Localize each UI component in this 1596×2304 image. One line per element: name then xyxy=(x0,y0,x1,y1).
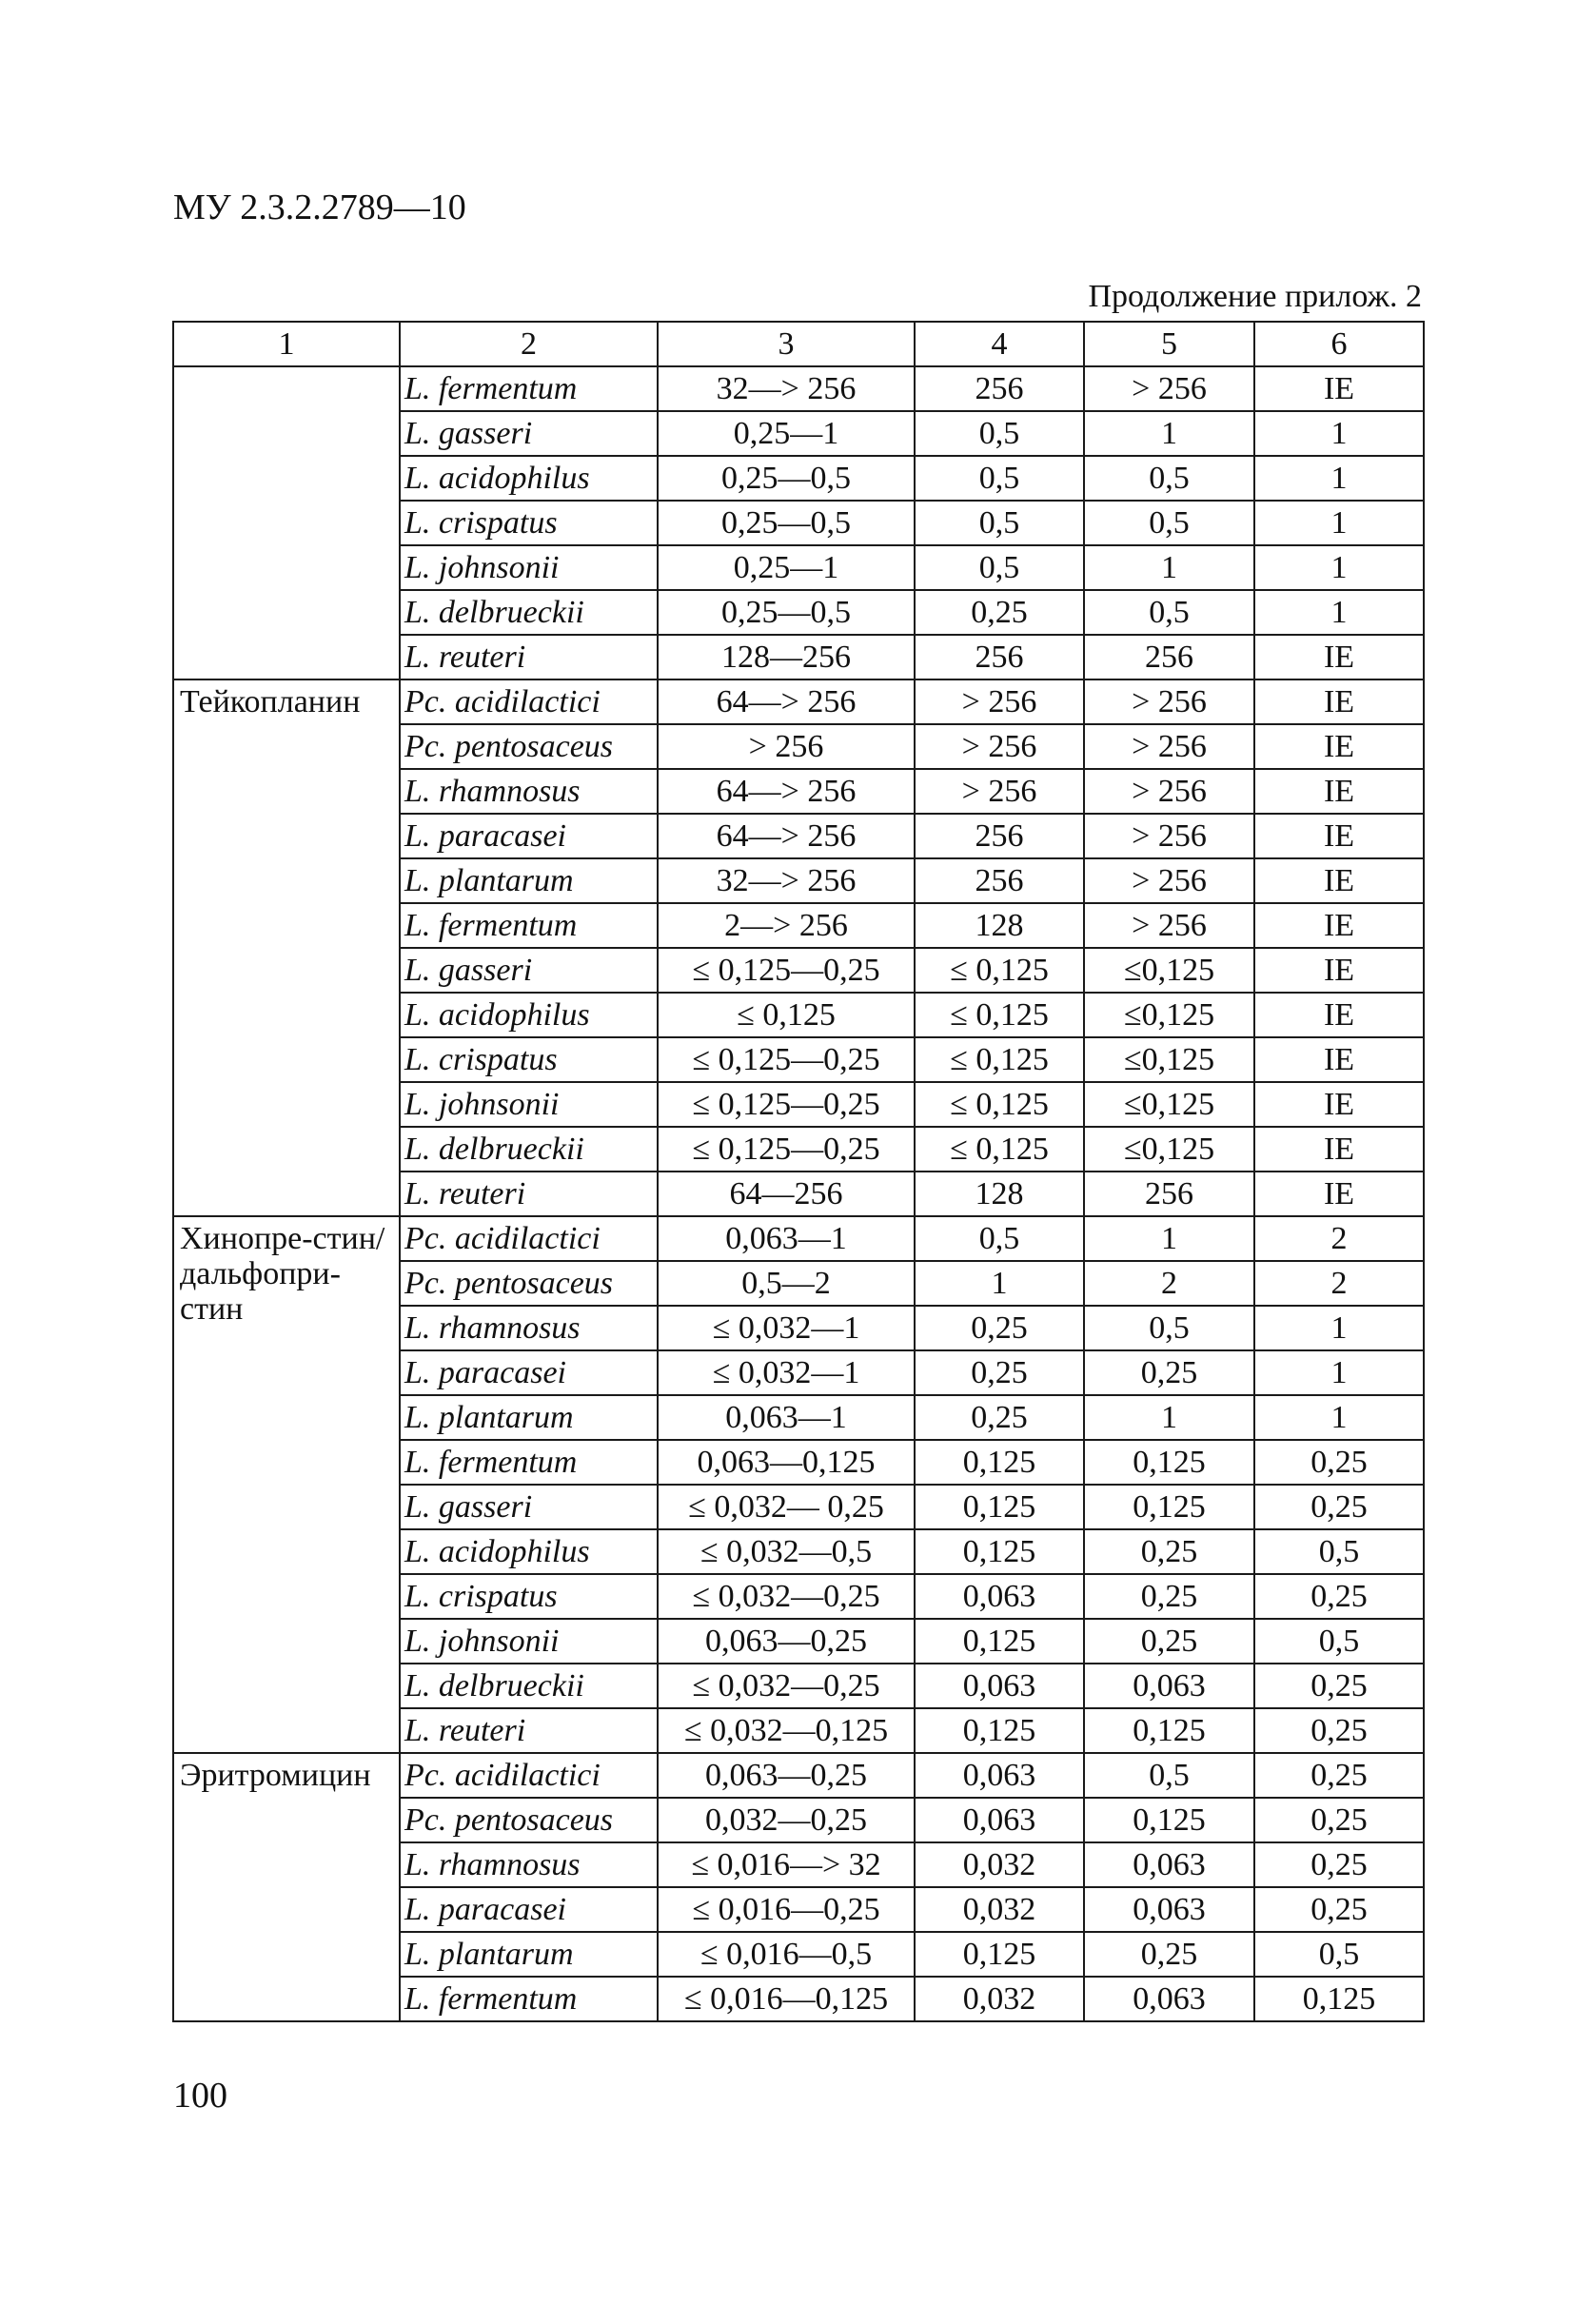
mic90-cell: > 256 xyxy=(1084,769,1254,814)
mic90-cell: 0,125 xyxy=(1084,1440,1254,1485)
organism-cell: L. fermentum xyxy=(400,366,658,411)
mic-range-cell: 0,063—0,25 xyxy=(658,1619,915,1664)
mic-range-cell: ≤ 0,032—1 xyxy=(658,1350,915,1395)
mic90-cell: > 256 xyxy=(1084,366,1254,411)
mic-range-cell: ≤ 0,125—0,25 xyxy=(658,948,915,993)
mic50-cell: > 256 xyxy=(915,679,1084,724)
page-number: 100 xyxy=(173,2076,227,2116)
mic-range-cell: ≤ 0,016—> 32 xyxy=(658,1842,915,1887)
mic90-cell: 0,063 xyxy=(1084,1887,1254,1932)
mic50-cell: 0,25 xyxy=(915,590,1084,635)
mic90-cell: ≤0,125 xyxy=(1084,1127,1254,1172)
antibiotic-cell xyxy=(173,366,400,679)
breakpoint-cell: 0,25 xyxy=(1254,1574,1424,1619)
antibiotic-cell: Тейкопланин xyxy=(173,679,400,1216)
organism-cell: L. reuteri xyxy=(400,1708,658,1753)
organism-cell: L. plantarum xyxy=(400,1395,658,1440)
organism-cell: L. gasseri xyxy=(400,1485,658,1529)
mic50-cell: > 256 xyxy=(915,769,1084,814)
mic50-cell: 0,5 xyxy=(915,411,1084,456)
organism-cell: Pc. acidilactici xyxy=(400,1216,658,1261)
mic90-cell: 256 xyxy=(1084,635,1254,679)
organism-cell: L. paracasei xyxy=(400,1887,658,1932)
breakpoint-cell: 0,25 xyxy=(1254,1798,1424,1842)
organism-cell: L. rhamnosus xyxy=(400,1306,658,1350)
mic90-cell: ≤0,125 xyxy=(1084,948,1254,993)
column-header: 2 xyxy=(400,322,658,366)
organism-cell: L. delbrueckii xyxy=(400,590,658,635)
mic90-cell: 1 xyxy=(1084,1216,1254,1261)
breakpoint-cell: 1 xyxy=(1254,501,1424,545)
mic50-cell: 256 xyxy=(915,635,1084,679)
breakpoint-cell: 1 xyxy=(1254,1306,1424,1350)
mic50-cell: 0,125 xyxy=(915,1619,1084,1664)
mic-range-cell: 0,25—1 xyxy=(658,545,915,590)
mic-range-cell: 64—> 256 xyxy=(658,679,915,724)
mic50-cell: 0,25 xyxy=(915,1350,1084,1395)
breakpoint-cell: 1 xyxy=(1254,456,1424,501)
mic-range-cell: 0,063—1 xyxy=(658,1216,915,1261)
mic-range-cell: 0,063—1 xyxy=(658,1395,915,1440)
breakpoint-cell: IE xyxy=(1254,635,1424,679)
breakpoint-cell: IE xyxy=(1254,1037,1424,1082)
organism-cell: Pc. acidilactici xyxy=(400,1753,658,1798)
organism-cell: L. gasseri xyxy=(400,948,658,993)
mic50-cell: 0,032 xyxy=(915,1842,1084,1887)
mic-range-cell: 0,063—0,25 xyxy=(658,1753,915,1798)
breakpoint-cell: IE xyxy=(1254,993,1424,1037)
mic90-cell: 0,5 xyxy=(1084,456,1254,501)
mic90-cell: > 256 xyxy=(1084,858,1254,903)
column-header: 3 xyxy=(658,322,915,366)
organism-cell: L. rhamnosus xyxy=(400,769,658,814)
breakpoint-cell: IE xyxy=(1254,679,1424,724)
mic-range-cell: 32—> 256 xyxy=(658,858,915,903)
mic50-cell: 1 xyxy=(915,1261,1084,1306)
mic-range-cell: 0,5—2 xyxy=(658,1261,915,1306)
breakpoint-cell: IE xyxy=(1254,769,1424,814)
organism-cell: Pc. pentosaceus xyxy=(400,1798,658,1842)
mic50-cell: 0,5 xyxy=(915,1216,1084,1261)
column-header: 5 xyxy=(1084,322,1254,366)
organism-cell: Pc. pentosaceus xyxy=(400,1261,658,1306)
mic90-cell: 0,25 xyxy=(1084,1529,1254,1574)
mic-range-cell: 64—256 xyxy=(658,1172,915,1216)
breakpoint-cell: 0,5 xyxy=(1254,1619,1424,1664)
organism-cell: L. delbrueckii xyxy=(400,1127,658,1172)
mic50-cell: 0,5 xyxy=(915,501,1084,545)
mic50-cell: 0,5 xyxy=(915,545,1084,590)
organism-cell: L. gasseri xyxy=(400,411,658,456)
mic90-cell: ≤0,125 xyxy=(1084,993,1254,1037)
mic90-cell: 0,063 xyxy=(1084,1842,1254,1887)
mic-range-cell: 32—> 256 xyxy=(658,366,915,411)
organism-cell: L. fermentum xyxy=(400,1440,658,1485)
breakpoint-cell: 0,25 xyxy=(1254,1708,1424,1753)
mic50-cell: 0,25 xyxy=(915,1395,1084,1440)
mic-range-cell: ≤ 0,032—0,125 xyxy=(658,1708,915,1753)
mic90-cell: 1 xyxy=(1084,411,1254,456)
mic50-cell: 0,032 xyxy=(915,1887,1084,1932)
mic50-cell: 0,5 xyxy=(915,456,1084,501)
breakpoint-cell: 2 xyxy=(1254,1261,1424,1306)
organism-cell: L. reuteri xyxy=(400,1172,658,1216)
mic90-cell: 0,5 xyxy=(1084,590,1254,635)
mic90-cell: 1 xyxy=(1084,1395,1254,1440)
mic-range-cell: 0,032—0,25 xyxy=(658,1798,915,1842)
mic90-cell: 0,25 xyxy=(1084,1574,1254,1619)
organism-cell: L. rhamnosus xyxy=(400,1842,658,1887)
mic-range-cell: ≤ 0,016—0,125 xyxy=(658,1977,915,2021)
mic50-cell: 0,125 xyxy=(915,1708,1084,1753)
mic-range-cell: ≤ 0,125 xyxy=(658,993,915,1037)
breakpoint-cell: IE xyxy=(1254,1172,1424,1216)
breakpoint-cell: 0,25 xyxy=(1254,1440,1424,1485)
mic50-cell: ≤ 0,125 xyxy=(915,993,1084,1037)
mic-range-cell: 0,25—1 xyxy=(658,411,915,456)
organism-cell: L. fermentum xyxy=(400,1977,658,2021)
breakpoint-cell: 0,25 xyxy=(1254,1664,1424,1708)
mic90-cell: 1 xyxy=(1084,545,1254,590)
mic-range-cell: ≤ 0,125—0,25 xyxy=(658,1082,915,1127)
breakpoint-cell: IE xyxy=(1254,1082,1424,1127)
breakpoint-cell: 1 xyxy=(1254,411,1424,456)
breakpoint-cell: IE xyxy=(1254,366,1424,411)
organism-cell: L. crispatus xyxy=(400,501,658,545)
organism-cell: L. acidophilus xyxy=(400,1529,658,1574)
breakpoint-cell: 2 xyxy=(1254,1216,1424,1261)
mic50-cell: 256 xyxy=(915,366,1084,411)
mic-range-cell: ≤ 0,032— 0,25 xyxy=(658,1485,915,1529)
mic90-cell: > 256 xyxy=(1084,679,1254,724)
table-row xyxy=(173,366,1424,411)
mic50-cell: 0,032 xyxy=(915,1977,1084,2021)
mic90-cell: 0,25 xyxy=(1084,1932,1254,1977)
breakpoint-cell: 1 xyxy=(1254,545,1424,590)
mic50-cell: 0,063 xyxy=(915,1798,1084,1842)
mic50-cell: 256 xyxy=(915,814,1084,858)
mic50-cell: 256 xyxy=(915,858,1084,903)
mic-range-cell: ≤ 0,032—0,25 xyxy=(658,1664,915,1708)
organism-cell: L. plantarum xyxy=(400,858,658,903)
mic-range-cell: 2—> 256 xyxy=(658,903,915,948)
mic50-cell: 0,125 xyxy=(915,1529,1084,1574)
breakpoint-cell: 0,25 xyxy=(1254,1485,1424,1529)
mic90-cell: 0,5 xyxy=(1084,501,1254,545)
table-row xyxy=(173,1753,1424,1798)
column-header: 6 xyxy=(1254,322,1424,366)
organism-cell: L. crispatus xyxy=(400,1037,658,1082)
mic50-cell: 0,125 xyxy=(915,1440,1084,1485)
mic-range-cell: ≤ 0,016—0,25 xyxy=(658,1887,915,1932)
mic-range-cell: ≤ 0,032—0,5 xyxy=(658,1529,915,1574)
organism-cell: L. johnsonii xyxy=(400,1619,658,1664)
mic90-cell: 0,5 xyxy=(1084,1306,1254,1350)
mic90-cell: 256 xyxy=(1084,1172,1254,1216)
mic90-cell: 2 xyxy=(1084,1261,1254,1306)
breakpoint-cell: IE xyxy=(1254,724,1424,769)
mic-range-cell: ≤ 0,032—1 xyxy=(658,1306,915,1350)
mic90-cell: > 256 xyxy=(1084,724,1254,769)
breakpoint-cell: IE xyxy=(1254,858,1424,903)
mic90-cell: 0,125 xyxy=(1084,1485,1254,1529)
organism-cell: L. paracasei xyxy=(400,814,658,858)
breakpoint-cell: 0,125 xyxy=(1254,1977,1424,2021)
breakpoint-cell: 0,5 xyxy=(1254,1529,1424,1574)
breakpoint-cell: IE xyxy=(1254,948,1424,993)
organism-cell: L. acidophilus xyxy=(400,456,658,501)
organism-cell: L. fermentum xyxy=(400,903,658,948)
mic50-cell: 0,063 xyxy=(915,1574,1084,1619)
breakpoint-cell: 1 xyxy=(1254,590,1424,635)
organism-cell: L. johnsonii xyxy=(400,1082,658,1127)
continuation-note: Продолжение прилож. 2 xyxy=(1088,279,1422,314)
mic50-cell: 0,063 xyxy=(915,1664,1084,1708)
mic50-cell: ≤ 0,125 xyxy=(915,948,1084,993)
breakpoint-cell: 1 xyxy=(1254,1350,1424,1395)
breakpoint-cell: IE xyxy=(1254,903,1424,948)
mic90-cell: 0,125 xyxy=(1084,1798,1254,1842)
mic90-cell: 0,25 xyxy=(1084,1619,1254,1664)
mic90-cell: 0,063 xyxy=(1084,1977,1254,2021)
breakpoint-cell: IE xyxy=(1254,814,1424,858)
column-number-row xyxy=(173,322,1424,366)
organism-cell: L. reuteri xyxy=(400,635,658,679)
antibiotic-cell: Хинопре-стин/ дальфопри-стин xyxy=(173,1216,400,1753)
mic-range-cell: 0,25—0,5 xyxy=(658,590,915,635)
breakpoint-cell: 0,25 xyxy=(1254,1753,1424,1798)
mic50-cell: ≤ 0,125 xyxy=(915,1037,1084,1082)
mic90-cell: ≤0,125 xyxy=(1084,1037,1254,1082)
antibiotic-cell: Эритромицин xyxy=(173,1753,400,2021)
mic-range-cell: 0,063—0,125 xyxy=(658,1440,915,1485)
organism-cell: L. johnsonii xyxy=(400,545,658,590)
mic-range-cell: 64—> 256 xyxy=(658,814,915,858)
breakpoint-cell: IE xyxy=(1254,1127,1424,1172)
breakpoint-cell: 1 xyxy=(1254,1395,1424,1440)
mic-range-cell: > 256 xyxy=(658,724,915,769)
mic-range-cell: ≤ 0,125—0,25 xyxy=(658,1037,915,1082)
mic50-cell: 128 xyxy=(915,1172,1084,1216)
breakpoint-cell: 0,25 xyxy=(1254,1842,1424,1887)
mic50-cell: 0,125 xyxy=(915,1932,1084,1977)
mic-range-cell: 0,25—0,5 xyxy=(658,501,915,545)
mic90-cell: 0,063 xyxy=(1084,1664,1254,1708)
mic50-cell: 0,25 xyxy=(915,1306,1084,1350)
table-row xyxy=(173,679,1424,724)
table-body xyxy=(173,366,1424,2021)
mic50-cell: ≤ 0,125 xyxy=(915,1127,1084,1172)
mic-range-cell: 128—256 xyxy=(658,635,915,679)
mic90-cell: > 256 xyxy=(1084,903,1254,948)
organism-cell: L. plantarum xyxy=(400,1932,658,1977)
mic-range-cell: 0,25—0,5 xyxy=(658,456,915,501)
table-row xyxy=(173,1216,1424,1261)
mic90-cell: > 256 xyxy=(1084,814,1254,858)
organism-cell: L. crispatus xyxy=(400,1574,658,1619)
mic50-cell: > 256 xyxy=(915,724,1084,769)
mic90-cell: 0,5 xyxy=(1084,1753,1254,1798)
mic-range-cell: 64—> 256 xyxy=(658,769,915,814)
organism-cell: L. delbrueckii xyxy=(400,1664,658,1708)
organism-cell: Pc. pentosaceus xyxy=(400,724,658,769)
organism-cell: Pc. acidilactici xyxy=(400,679,658,724)
mic-table xyxy=(172,321,1425,2022)
mic50-cell: 0,125 xyxy=(915,1485,1084,1529)
column-header: 4 xyxy=(915,322,1084,366)
organism-cell: L. acidophilus xyxy=(400,993,658,1037)
mic-range-cell: ≤ 0,016—0,5 xyxy=(658,1932,915,1977)
mic-range-cell: ≤ 0,125—0,25 xyxy=(658,1127,915,1172)
mic90-cell: 0,25 xyxy=(1084,1350,1254,1395)
document-code: МУ 2.3.2.2789—10 xyxy=(173,187,466,227)
organism-cell: L. paracasei xyxy=(400,1350,658,1395)
mic90-cell: 0,125 xyxy=(1084,1708,1254,1753)
column-header: 1 xyxy=(173,322,400,366)
mic-range-cell: ≤ 0,032—0,25 xyxy=(658,1574,915,1619)
mic50-cell: 0,063 xyxy=(915,1753,1084,1798)
breakpoint-cell: 0,5 xyxy=(1254,1932,1424,1977)
mic50-cell: ≤ 0,125 xyxy=(915,1082,1084,1127)
breakpoint-cell: 0,25 xyxy=(1254,1887,1424,1932)
mic50-cell: 128 xyxy=(915,903,1084,948)
mic90-cell: ≤0,125 xyxy=(1084,1082,1254,1127)
